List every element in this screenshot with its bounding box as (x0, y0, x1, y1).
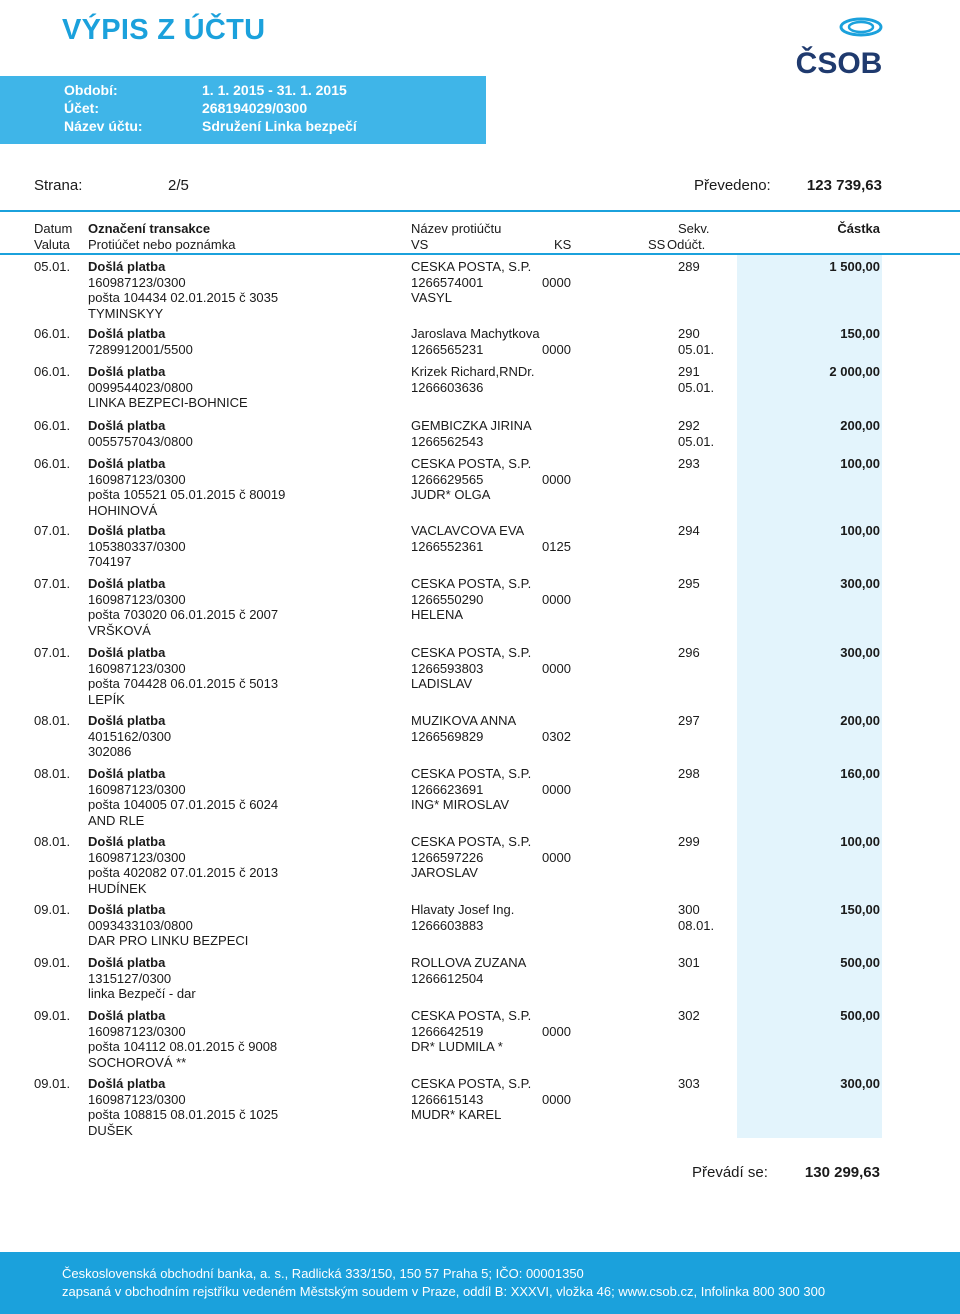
tx-counterparty-name: Jaroslava Machytkova (411, 326, 540, 341)
tx-type: Došlá platba (88, 713, 166, 728)
tx-amount: 160,00 (840, 766, 880, 781)
tx-ks: 0000 (542, 849, 571, 865)
tx-counterparty-name: CESKA POSTA, S.P. (411, 576, 532, 591)
tx-vs: 1266569829 (411, 728, 484, 744)
header-vs: VS (411, 237, 429, 252)
tx-vs: 1266642519 (411, 1023, 484, 1039)
tx-type: Došlá platba (88, 1076, 166, 1091)
tx-counterparty-note: HELENA (411, 607, 464, 623)
tx-detail-line: 160987123/0300 (88, 1091, 186, 1107)
tx-detail-line: HOHINOVÁ (88, 502, 158, 518)
tx-counterparty-name: MUZIKOVA ANNA (411, 713, 517, 728)
tx-amount: 300,00 (840, 645, 880, 660)
tx-counterparty-name: ROLLOVA ZUZANA (411, 955, 527, 970)
tx-type: Došlá platba (88, 834, 166, 849)
tx-counterparty-name: CESKA POSTA, S.P. (411, 456, 532, 471)
tx-vs: 1266562543 (411, 433, 484, 449)
tx-vs: 1266615143 (411, 1091, 484, 1107)
tx-detail-line: pošta 402082 07.01.2015 č 2013 (88, 865, 279, 881)
tx-amount: 200,00 (840, 418, 880, 433)
tx-vs: 1266623691 (411, 781, 484, 797)
page-label: Strana: (34, 177, 83, 194)
tx-detail-line: pošta 108815 08.01.2015 č 1025 (88, 1107, 279, 1123)
tx-counterparty-note: LADISLAV (411, 676, 473, 692)
footer-line-1: Československá obchodní banka, a. s., Radlická 333/150, 150 57 Praha 5; IČO: 00001350 (62, 1266, 584, 1281)
tx-vs: 1266629565 (411, 471, 484, 487)
tx-vs: 1266597226 (411, 849, 484, 865)
tx-sequence: 291 (678, 364, 700, 379)
tx-debit-date: 05.01. (678, 433, 715, 449)
tx-date: 06.01. (34, 418, 71, 433)
tx-vs: 1266603883 (411, 917, 484, 933)
period-value: 1. 1. 2015 - 31. 1. 2015 (202, 82, 347, 98)
tx-vs: 1266552361 (411, 538, 484, 554)
tx-counterparty-note: VASYL (411, 290, 452, 306)
transfer-amount: 130 299,63 (804, 1164, 880, 1181)
account-name: Sdružení Linka bezpečí (202, 118, 357, 134)
tx-amount: 2 000,00 (829, 364, 880, 379)
tx-ks: 0125 (542, 538, 571, 554)
tx-detail-line: SOCHOROVÁ ** (88, 1054, 187, 1070)
tx-type: Došlá platba (88, 766, 166, 781)
csob-logo-icon (789, 15, 889, 77)
tx-detail-line: 105380337/0300 (88, 538, 186, 554)
period-row (64, 82, 347, 98)
tx-ks: 0302 (542, 728, 571, 744)
tx-detail-line: 7289912001/5500 (88, 341, 193, 357)
tx-sequence: 293 (678, 456, 700, 471)
tx-date: 09.01. (34, 1076, 71, 1091)
account-label: Účet: (64, 100, 100, 116)
tx-counterparty-name: GEMBICZKA JIRINA (411, 418, 532, 433)
tx-detail-line: pošta 104005 07.01.2015 č 6024 (88, 797, 279, 813)
tx-detail-line: 4015162/0300 (88, 728, 172, 744)
tx-sequence: 299 (678, 834, 700, 849)
tx-date: 08.01. (34, 766, 71, 781)
tx-detail-line: AND RLE (88, 812, 145, 828)
tx-amount: 300,00 (840, 1076, 880, 1091)
tx-counterparty-name: CESKA POSTA, S.P. (411, 766, 532, 781)
tx-detail-line: pošta 104434 02.01.2015 č 3035 (88, 290, 279, 306)
tx-detail-line: linka Bezpečí - dar (88, 986, 196, 1002)
header-oducet: Odúčt. (667, 237, 706, 252)
tx-date: 09.01. (34, 955, 71, 970)
tx-amount: 300,00 (840, 576, 880, 591)
tx-type: Došlá platba (88, 326, 166, 341)
tx-amount: 150,00 (840, 902, 880, 917)
tx-detail-line: 160987123/0300 (88, 849, 186, 865)
tx-date: 07.01. (34, 523, 71, 538)
tx-amount: 500,00 (840, 955, 880, 970)
tx-type: Došlá platba (88, 523, 166, 538)
tx-type: Došlá platba (88, 645, 166, 660)
tx-type: Došlá platba (88, 902, 166, 917)
tx-sequence: 297 (678, 713, 700, 728)
tx-detail-line: 160987123/0300 (88, 274, 186, 290)
tx-detail-line: 160987123/0300 (88, 660, 186, 676)
tx-counterparty-name: Hlavaty Josef Ing. (411, 902, 515, 917)
transfer-label: Převádí se: (692, 1164, 768, 1181)
tx-detail-line: 302086 (88, 744, 132, 760)
header-valuta: Valuta (34, 237, 70, 252)
tx-counterparty-name: CESKA POSTA, S.P. (411, 834, 532, 849)
logo-text: ČSOB (795, 47, 883, 77)
tx-sequence: 302 (678, 1008, 700, 1023)
tx-type: Došlá platba (88, 364, 166, 379)
tx-detail-line: pošta 704428 06.01.2015 č 5013 (88, 676, 279, 692)
tx-ks: 0000 (542, 471, 571, 487)
tx-amount: 200,00 (840, 713, 880, 728)
tx-counterparty-note: MUDR* KAREL (411, 1107, 502, 1123)
account-name-row (64, 118, 357, 134)
tx-vs: 1266603636 (411, 379, 484, 395)
tx-date: 06.01. (34, 326, 71, 341)
tx-detail-line: pošta 104112 08.01.2015 č 9008 (88, 1039, 278, 1055)
period-label: Období: (64, 82, 118, 98)
tx-detail-line: DUŠEK (88, 1122, 133, 1138)
header-top-rule (0, 210, 960, 212)
tx-date: 09.01. (34, 902, 71, 917)
account-info-box (0, 76, 486, 144)
tx-vs: 1266574001 (411, 274, 484, 290)
tx-detail-line: 160987123/0300 (88, 1023, 186, 1039)
tx-counterparty-note: JAROSLAV (411, 865, 478, 881)
tx-vs: 1266550290 (411, 591, 484, 607)
tx-type: Došlá platba (88, 456, 166, 471)
tx-detail-line: LINKA BEZPECI-BOHNICE (88, 395, 248, 411)
tx-sequence: 290 (678, 326, 700, 341)
tx-detail-line: pošta 105521 05.01.2015 č 80019 (88, 487, 286, 503)
tx-debit-date: 08.01. (678, 917, 715, 933)
tx-amount: 100,00 (840, 456, 880, 471)
tx-ks: 0000 (542, 274, 571, 290)
tx-counterparty-name: CESKA POSTA, S.P. (411, 1076, 532, 1091)
header-datum: Datum (34, 221, 73, 236)
tx-counterparty-note: ING* MIROSLAV (411, 797, 510, 813)
tx-sequence: 294 (678, 523, 700, 538)
tx-date: 06.01. (34, 456, 71, 471)
tx-sequence: 295 (678, 576, 700, 591)
tx-ks: 0000 (542, 1023, 571, 1039)
header-sekv: Sekv. (678, 221, 710, 236)
tx-counterparty-name: Krizek Richard,RNDr. (411, 364, 535, 379)
account-name-label: Název účtu: (64, 118, 143, 134)
amount-column-shade (737, 255, 882, 1138)
tx-sequence: 300 (678, 902, 700, 917)
tx-sequence: 301 (678, 955, 700, 970)
tx-type: Došlá platba (88, 576, 166, 591)
tx-counterparty-note: DR* LUDMILA * (411, 1039, 503, 1055)
tx-date: 09.01. (34, 1008, 71, 1023)
tx-type: Došlá platba (88, 955, 166, 970)
tx-ks: 0000 (542, 1091, 571, 1107)
tx-vs: 1266612504 (411, 970, 484, 986)
tx-counterparty-name: CESKA POSTA, S.P. (411, 645, 532, 660)
footer (0, 1252, 960, 1314)
header-oznaceni: Označení transakce (88, 221, 211, 236)
header-ks: KS (554, 237, 572, 252)
tx-sequence: 292 (678, 418, 700, 433)
tx-detail-line: 160987123/0300 (88, 591, 186, 607)
header-ss: SS (648, 237, 666, 252)
tx-detail-line: 0055757043/0800 (88, 433, 193, 449)
tx-date: 08.01. (34, 713, 71, 728)
tx-detail-line: VRŠKOVÁ (88, 622, 151, 638)
tx-date: 06.01. (34, 364, 71, 379)
tx-sequence: 296 (678, 645, 700, 660)
tx-detail-line: HUDÍNEK (88, 880, 147, 896)
statement-title: VÝPIS Z ÚČTU (62, 14, 266, 46)
tx-counterparty-name: VACLAVCOVA EVA (411, 523, 525, 538)
tx-detail-line: TYMINSKYY (88, 305, 164, 321)
header-protiucet: Protiúčet nebo poznámka (88, 237, 236, 252)
tx-detail-line: 0099544023/0800 (88, 379, 193, 395)
tx-date: 08.01. (34, 834, 71, 849)
tx-counterparty-note: JUDR* OLGA (411, 487, 491, 503)
account-row (64, 100, 308, 116)
tx-vs: 1266565231 (411, 341, 484, 357)
tx-debit-date: 05.01. (678, 341, 715, 357)
tx-amount: 100,00 (840, 834, 880, 849)
tx-detail-line: pošta 703020 06.01.2015 č 2007 (88, 607, 279, 623)
tx-detail-line: 1315127/0300 (88, 970, 172, 986)
tx-detail-line: 0093433103/0800 (88, 917, 193, 933)
tx-detail-line: 160987123/0300 (88, 781, 186, 797)
tx-type: Došlá platba (88, 259, 166, 274)
footer-line-2: zapsaná v obchodním rejstříku vedeném Městským soudem v Praze, oddíl B: XXXVI, vložka 46; www.csob.cz, Infolinka 800 300 300 (62, 1284, 826, 1299)
tx-counterparty-name: CESKA POSTA, S.P. (411, 1008, 532, 1023)
tx-date: 07.01. (34, 576, 71, 591)
carried-amount: 123 739,63 (806, 177, 882, 194)
tx-sequence: 289 (678, 259, 700, 274)
tx-sequence: 298 (678, 766, 700, 781)
tx-ks: 0000 (542, 591, 571, 607)
tx-detail-line: 704197 (88, 554, 132, 570)
tx-amount: 500,00 (840, 1008, 880, 1023)
tx-type: Došlá platba (88, 1008, 166, 1023)
tx-sequence: 303 (678, 1076, 700, 1091)
tx-amount: 100,00 (840, 523, 880, 538)
tx-type: Došlá platba (88, 418, 166, 433)
tx-detail-line: LEPÍK (88, 691, 125, 707)
tx-detail-line: 160987123/0300 (88, 471, 186, 487)
tx-ks: 0000 (542, 341, 571, 357)
carried-label: Převedeno: (694, 177, 771, 194)
tx-ks: 0000 (542, 781, 571, 797)
tx-amount: 150,00 (840, 326, 880, 341)
header-castka: Částka (837, 221, 880, 236)
tx-date: 05.01. (34, 259, 71, 274)
tx-date: 07.01. (34, 645, 71, 660)
tx-debit-date: 05.01. (678, 379, 715, 395)
account-number: 268194029/0300 (202, 100, 308, 116)
tx-vs: 1266593803 (411, 660, 484, 676)
tx-amount: 1 500,00 (829, 259, 880, 274)
tx-detail-line: DAR PRO LINKU BEZPECI (88, 933, 249, 949)
page-number: 2/5 (168, 177, 189, 194)
header-nazev: Název protiúčtu (411, 221, 502, 236)
tx-ks: 0000 (542, 660, 571, 676)
tx-counterparty-name: CESKA POSTA, S.P. (411, 259, 532, 274)
